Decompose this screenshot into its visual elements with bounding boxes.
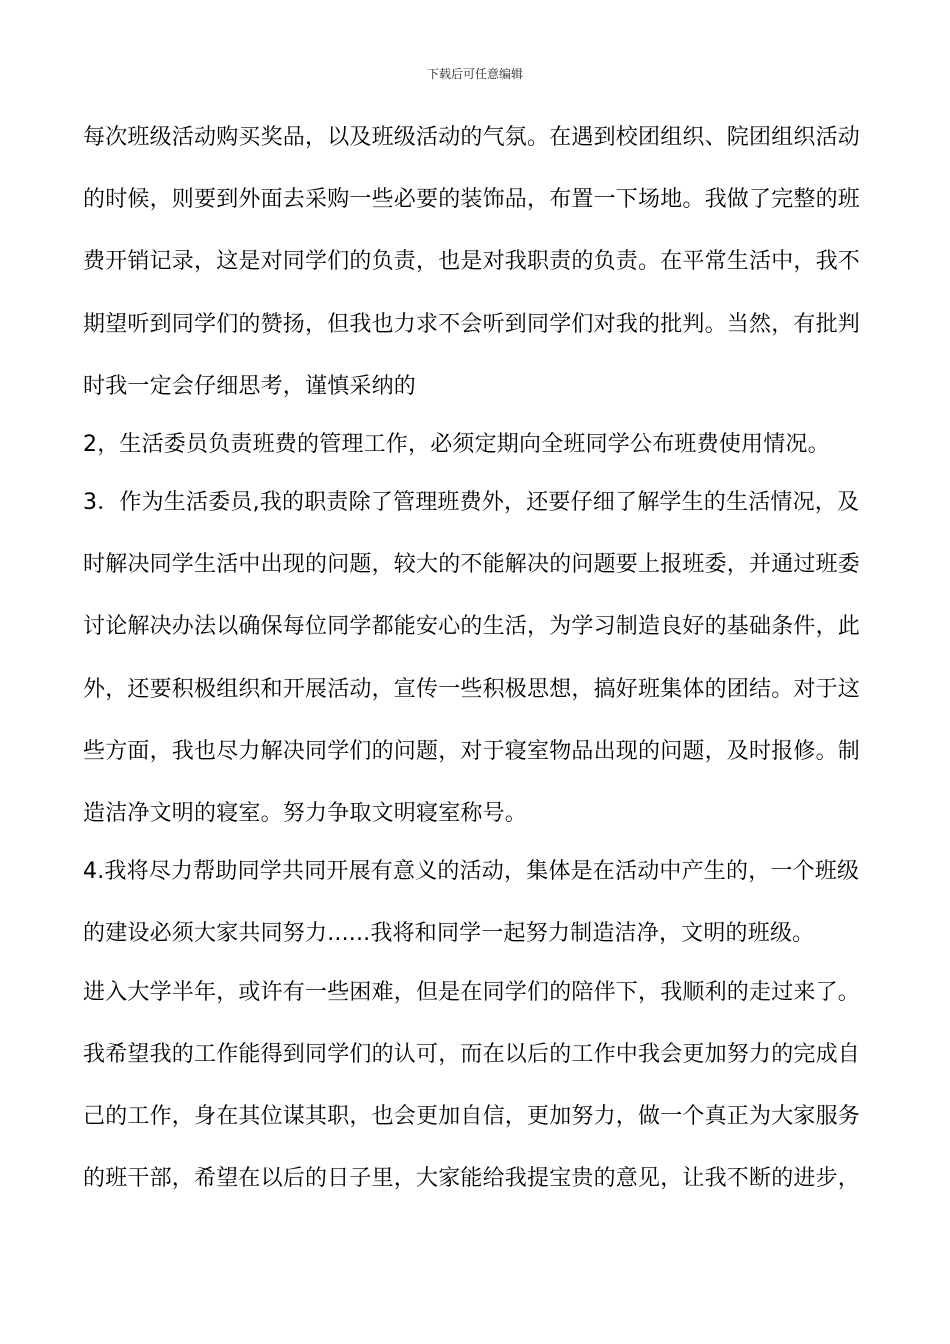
body-line: 造洁净文明的寝室。努力争取文明寝室称号。 xyxy=(83,801,528,826)
body-line: 的班干部，希望在以后的日子里，大家能给我提宝贵的意见，让我不断的进步， xyxy=(83,1166,861,1191)
body-line: 己的工作，身在其位谋其职，也会更加自信，更加努力，做一个真正为大家服务 xyxy=(83,1104,861,1129)
body-line: 3．作为生活委员,我的职责除了管理班费外，还要仔细了解学生的生活情况，及 xyxy=(83,490,860,515)
body-line: 的时候，则要到外面去采购一些必要的装饰品，布置一下场地。我做了完整的班 xyxy=(83,187,861,212)
body-line: 外，还要积极组织和开展活动，宣传一些积极思想，搞好班集体的团结。对于这 xyxy=(83,677,861,702)
body-line: 4.我将尽力帮助同学共同开展有意义的活动，集体是在活动中产生的，一个班级 xyxy=(83,859,860,884)
body-line: 每次班级活动购买奖品，以及班级活动的气氛。在遇到校团组织、院团组织活动 xyxy=(83,125,861,150)
body-line: 时解决同学生活中出现的问题，较大的不能解决的问题要上报班委，并通过班委 xyxy=(83,552,861,577)
body-line: 期望听到同学们的赞扬，但我也力求不会听到同学们对我的批判。当然，有批判 xyxy=(83,312,861,337)
body-line: 费开销记录，这是对同学们的负责，也是对我职责的负责。在平常生活中，我不 xyxy=(83,249,861,274)
body-line: 讨论解决办法以确保每位同学都能安心的生活，为学习制造良好的基础条件，此 xyxy=(83,614,861,639)
body-line: 2，生活委员负责班费的管理工作，必须定期向全班同学公布班费使用情况。 xyxy=(83,432,830,457)
body-line: 些方面，我也尽力解决同学们的问题，对于寝室物品出现的问题，及时报修。制 xyxy=(83,739,861,764)
page-header: 下载后可任意编辑 xyxy=(426,67,523,81)
body-line: 我希望我的工作能得到同学们的认可，而在以后的工作中我会更加努力的完成自 xyxy=(83,1042,861,1067)
body-line: 进入大学半年，或许有一些困难，但是在同学们的陪伴下，我顺利的走过来了。 xyxy=(83,980,861,1005)
body-line: 的建设必须大家共同努力......我将和同学一起努力制造洁净，文明的班级。 xyxy=(83,921,815,946)
body-line: 时我一定会仔细思考，谨慎采纳的 xyxy=(83,374,417,399)
